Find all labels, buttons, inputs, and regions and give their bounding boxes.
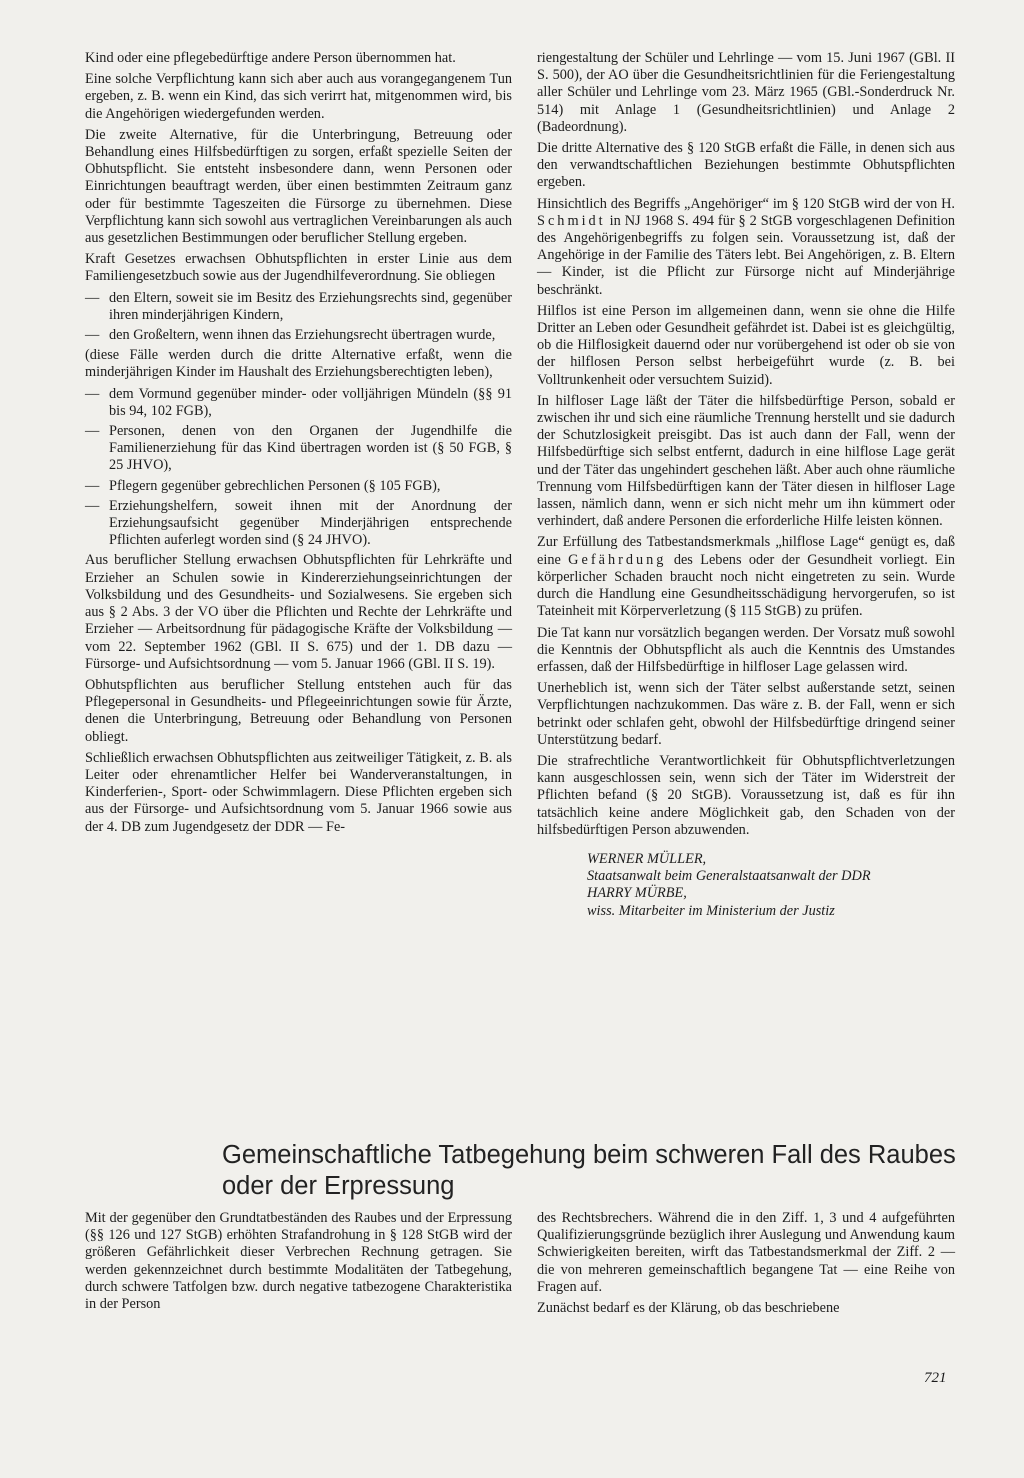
paragraph: Aus beruflicher Stellung erwachsen Obhutspflichten für Lehrkräfte und Erzieher an Schulen sowie in Kindererziehungseinrichtungen der Volksbildung und des Gesundheits- und Sozialwesens. Sie ergeben sich aus § 2 Abs. 3 der VO über die Pflichten und Rechte der Lehrkräfte und Erzieher — Arbeitsordnung für pädagogische Kräfte der Volksbildung — vom 22. September 1962 (GBl. II S. 675) und der 1. DB dazu — Fürsorge- und Aufsichtsordnung — vom 5. Januar 1966 (GBl. II S. 19). (85, 552, 512, 672)
author-name: HARRY MÜRBE, (587, 885, 687, 902)
paragraph: des Rechtsbrechers. Während die in den Ziff. 1, 3 und 4 aufgeführten Qualifizierungsgründe bezüglich ihrer Auslegung und Anwendung kaum Schwierigkeiten bereiten, wirft das Tatbestandsmerkmal der Ziff. 2 — die von mehreren gemeinschaftlich begangene Tat — eine Reihe von Fragen auf. (537, 1210, 955, 1295)
dash-mark: — (85, 497, 100, 514)
paragraph (537, 534, 955, 620)
column-bottom-right (537, 1210, 955, 1321)
signature-block (537, 851, 955, 920)
list-item (85, 498, 512, 550)
paragraph: Kraft Gesetzes erwachsen Obhutspflichten in erster Linie aus dem Familiengesetzbuch sowie aus der Jugendhilfeverordnung. Sie obliegen (85, 251, 512, 285)
paragraph: (diese Fälle werden durch die dritte Alternative erfaßt, wenn die minderjährigen Kinder im Haushalt des Erziehungsberechtigten leben), (85, 347, 512, 381)
author-role: Staatsanwalt beim Generalstaatsanwalt der DDR (587, 868, 871, 885)
list-item (85, 423, 512, 475)
paragraph: Die dritte Alternative des § 120 StGB erfaßt die Fälle, in denen sich aus den verwandtschaftlichen Beziehungen bestimmte Obhutspflichten ergeben. (537, 140, 955, 191)
list-item-text: Personen, denen von den Organen der Jugendhilfe die Familienerziehung für das Kind übertragen worden ist (§ 50 FGB, § 25 JHVO), (109, 423, 512, 474)
paragraph: In hilfloser Lage läßt der Täter die hilfsbedürftige Person, sobald er zwischen ihr und sich eine räumliche Trennung herstellt und sie dadurch der Schutzlosigkeit preisgibt. Das ist auch dann der Fall, wenn der Hilfsbedürftige sich selbst entfernt, dadurch in eine hilflose Lage gerät und der Täter das ungehindert geschehen läßt. Aber auch ohne räumliche Trennung vom Hilfsbedürftigen kann der Täter diesen in hilfloser Lage lassen, nämlich dann, wenn er sich nicht mehr um ihn kümmert oder verhindert, daß andere Personen die erforderliche Hilfe leisten können. (537, 392, 955, 530)
list-item-text: dem Vormund gegenüber minder- oder volljährigen Mündeln (§§ 91 bis 94, 102 FGB), (109, 385, 512, 419)
paragraph: Eine solche Verpflichtung kann sich aber auch aus vorangegangenem Tun ergeben, z. B. wenn ein Kind, das sich verirrt hat, mitgenommen wird, bis die Angehörigen wiedergefunden werden. (85, 71, 512, 122)
dash-mark: — (85, 385, 100, 402)
text-run: des Lebens oder der Gesundheit vorliegt. Ein körperlicher Schaden braucht noch nicht eingetreten zu sein. Wurde durch die Handlung eine Gesundheitsschädigung hervorgerufen, so ist Tateinheit mit Körperverletzung (§ 115 StGB) zu prüfen. (537, 551, 955, 620)
paragraph: Kind oder eine pflegebedürftige andere Person übernommen hat. (85, 50, 456, 66)
spaced-author-name: Schmidt (537, 212, 606, 229)
paragraph: Mit der gegenüber den Grundtatbeständen des Raubes und der Erpressung (§§ 126 und 127 StGB) erhöhten Strafandrohung in § 128 StGB wird der größeren Gefährlichkeit dieser Verbrechen Rechnung getragen. Sie werden gekennzeichnet durch bestimmte Modalitäten der Tatbegehung, durch schwere Tatfolgen bzw. durch negative tatbezogene Charakteristika in der Person (85, 1210, 512, 1313)
list-item (85, 290, 512, 324)
list-item-text: den Eltern, soweit sie im Besitz des Erziehungsrechts sind, gegenüber ihren minderjährigen Kindern, (109, 289, 512, 323)
page-number: 721 (924, 1370, 947, 1386)
paragraph: Unerheblich ist, wenn sich der Täter selbst außerstande setzt, seinen Verpflichtungen nachzukommen. Das wäre z. B. der Fall, wenn er sich betrinkt oder schlafen geht, obwohl der Hilfsbedürftige dringend seiner Unterstützung bedarf. (537, 680, 955, 748)
column-top-left (85, 50, 512, 840)
column-top-right (537, 50, 955, 920)
dash-mark: — (85, 477, 100, 494)
article-title-line: Gemeinschaftliche Tatbegehung beim schweren Fall des Raubes (222, 1141, 956, 1169)
paragraph: Die strafrechtliche Verantwortlichkeit für Obhutspflichtverletzungen kann ausgeschlossen sein, wenn sich der Täter im Widerstreit der Pflichten befand (§ 20 StGB). Voraussetzung ist, daß es für ihn tatsächlich keine andere Möglichkeit gab, den Schaden von der hilfsbedürftigen Person abzuwenden. (537, 752, 955, 838)
paragraph (537, 196, 955, 299)
paragraph: Obhutspflichten aus beruflicher Stellung entstehen auch für das Pflegepersonal in Gesundheits- und Pflegeeinrichtungen sowie für Ärzte, denen die Unterbringung, Betreuung oder Behandlung von Personen obliegt. (85, 676, 512, 745)
paragraph: Hilflos ist eine Person im allgemeinen dann, wenn sie ohne die Hilfe Dritter an Leben oder Gesundheit gefährdet ist. Dabei ist es gleichgültig, ob die Hilflosigkeit dauernd oder nur vorübergehend ist oder ob sie von der hilflosen Person selbst herbeigeführt wurde (z. B. bei Volltrunkenheit oder versuchtem Suizid). (537, 302, 955, 388)
list-item-text: Erziehungshelfern, soweit ihnen mit der Anordnung der Erziehungsaufsicht gegenüber Minderjährigen entsprechende Pflichten auferlegt worden sind (§ 24 JHVO). (109, 497, 512, 549)
paragraph: Die Tat kann nur vorsätzlich begangen werden. Der Vorsatz muß sowohl die Kenntnis der Obhutspflicht als auch die Kenntnis des Umstandes erfassen, daß der Hilfsbedürftige in hilfloser Lage gelassen wird. (537, 624, 955, 675)
author-name: WERNER MÜLLER, (587, 850, 707, 867)
paragraph: riengestaltung der Schüler und Lehrlinge — vom 15. Juni 1967 (GBl. II S. 500), der AO über die Gesundheitsrichtlinien für die Feriengestaltung aller Schüler und Lehrlinge vom 23. März 1965 (GBl.-Sonderdruck Nr. 514) mit Anlage 1 (Gesundheitsrichtlinien) und Anlage 2 (Badeordnung). (537, 50, 955, 135)
dash-mark: — (85, 289, 100, 306)
author-role: wiss. Mitarbeiter im Ministerium der Justiz (587, 902, 835, 919)
dash-mark: — (85, 327, 100, 344)
paragraph: Schließlich erwachsen Obhutspflichten aus zeitweiliger Tätigkeit, z. B. als Leiter oder ehrenamtlicher Helfer bei Wanderveranstaltungen, in Kinderferien-, Sport- oder Schwimmlagern. Diese Pflichten ergeben sich aus der Fürsorge- und Aufsichtsordnung vom 5. Januar 1966 sowie aus der 4. DB zum Jugendgesetz der DDR — Fe- (85, 749, 512, 835)
column-bottom-left (85, 1210, 512, 1317)
dash-mark: — (85, 423, 100, 440)
paragraph: Die zweite Alternative, für die Unterbringung, Betreuung oder Behandlung eines Hilfsbedürftigen zu sorgen, erfaßt spezielle Seiten der Obhutspflicht. Sie entsteht insbesondere dann, wenn Personen oder Einrichtungen beauftragt werden, über einen bestimmten Zeitraum ganz oder für bestimmte Tageszeiten die Fürsorge zu übernehmen. Diese Verpflichtung kann sich sowohl aus vertraglichen Vereinbarungen als auch aus gesetzlichen Bestimmungen oder beruflicher Stellung ergeben. (85, 126, 512, 247)
text-run: Hinsichtlich des Begriffs „Angehöriger“ im § 120 StGB wird der von H. (537, 195, 955, 212)
article-title (222, 1140, 962, 1202)
list-item (85, 327, 512, 344)
text-run: Zur Erfüllung des Tatbestandsmerkmals „hilflose Lage“ genügt es, daß eine (537, 534, 955, 568)
paragraph: Zunächst bedarf es der Klärung, ob das beschriebene (537, 1300, 840, 1317)
list-item-text: den Großeltern, wenn ihnen das Erziehungsrecht übertragen wurde, (109, 327, 496, 344)
text-run: in NJ 1968 S. 494 für § 2 StGB vorgeschlagenen Definition des Angehörigenbegriffs zu folgen sein. Voraussetzung ist, daß der Angehörige in der Familie des Täters lebt. Bei Angehörigen, z. B. Eltern — Kinder, ist die Pflicht zur Fürsorge nicht auf Minderjährige beschränkt. (537, 212, 955, 298)
article-title-line: oder der Erpressung (222, 1172, 455, 1200)
spaced-emphasis: Gefährdung (568, 551, 667, 568)
list-item (85, 478, 512, 495)
list-item-text: Pflegern gegenüber gebrechlichen Personen (§ 105 FGB), (109, 477, 441, 494)
list-item (85, 386, 512, 420)
